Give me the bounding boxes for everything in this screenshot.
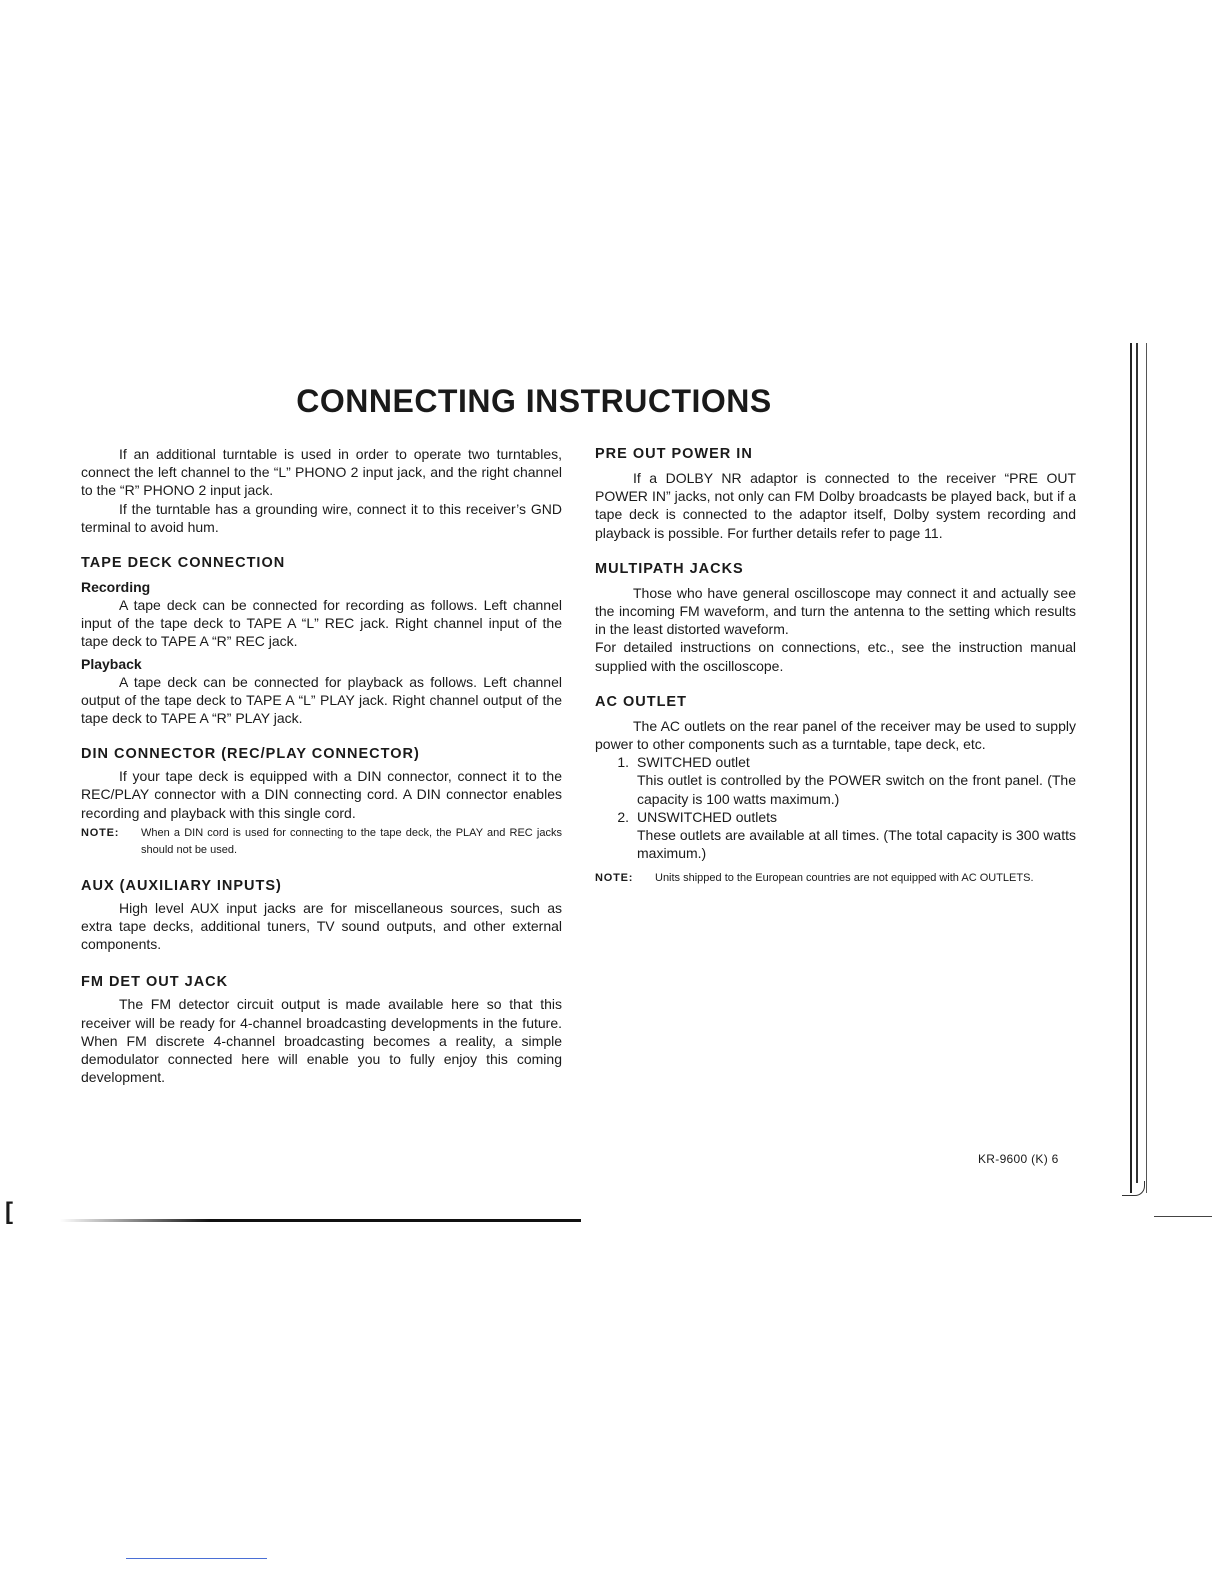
list-number: 2. — [617, 808, 629, 825]
section-heading-din: DIN CONNECTOR (REC/PLAY CONNECTOR) — [81, 746, 420, 763]
page-title: CONNECTING INSTRUCTIONS — [296, 383, 772, 419]
list-item — [595, 753, 1076, 808]
list-item-text: This outlet is controlled by the POWER switch on the front panel. (The capacity is 100 watts maximum.) — [637, 772, 1076, 807]
section-heading-fm-det: FM DET OUT JACK — [81, 974, 229, 991]
playback-paragraph: A tape deck can be connected for playback as follows. Left channel output of the tape deck to TAPE A “L” PLAY jack. Right channel output of the tape deck to TAPE A “R” PLAY jack. — [81, 673, 562, 727]
note-label: NOTE: — [595, 872, 634, 885]
din-paragraph: If your tape deck is equipped with a DIN connector, connect it to the REC/PLAY connector with a DIN connecting cord. A DIN connector enables recording and playback with this single cord. — [81, 768, 562, 821]
intro-paragraph: If an additional turntable is used in order to operate two turntables, connect the left channel to the “L” PHONO 2 input jack, and the right channel to the “R” PHONO 2 input jack. — [81, 446, 562, 499]
note-text: When a DIN cord is used for connecting to the tape deck, the PLAY and REC jacks should not be used. — [141, 826, 562, 856]
bottom-rule-fade — [60, 1219, 210, 1222]
pre-out-paragraph: If a DOLBY NR adaptor is connected to the receiver “PRE OUT POWER IN” jacks, not only can FM Dolby broadcasts be played back, but if a tape deck is connected to the adaptor itself, Dolby system recording and playback is possible. For further details refer to page 11. — [595, 470, 1076, 541]
fm-det-paragraph: The FM detector circuit output is made available here so that this receiver will be ready for 4-channel broadcasting developments in the future. When FM discrete 4-channel broadcasting becomes a reality, a simple demodulator connected here will enable you to fully enjoy this coming development. — [81, 996, 562, 1086]
ac-note — [595, 870, 1076, 887]
ac-paragraph: The AC outlets on the rear panel of the receiver may be used to supply power to other components such as a turntable, tape deck, etc. — [595, 717, 1076, 753]
right-column — [595, 445, 1076, 887]
note-label: NOTE: — [81, 826, 120, 839]
binding-edge — [1130, 343, 1147, 1193]
subheading-playback: Playback — [81, 655, 142, 672]
blue-rule — [126, 1558, 267, 1559]
section-heading-aux: AUX (AUXILIARY INPUTS) — [81, 877, 282, 894]
list-item-text: These outlets are available at all times. (The total capacity is 300 watts maximum.) — [637, 827, 1076, 862]
note-text: Units shipped to the European countries are not equipped with AC OUTLETS. — [655, 872, 1034, 885]
crop-mark-icon: [ — [5, 1198, 13, 1225]
section-heading-pre-out: PRE OUT POWER IN — [595, 446, 753, 462]
page-footer: KR-9600 (K) 6 — [978, 1152, 1059, 1166]
intro-paragraph: If the turntable has a grounding wire, connect it to this receiver’s GND terminal to avoid hum. — [81, 500, 562, 535]
list-item-title: SWITCHED outlet — [637, 754, 750, 771]
subheading-recording: Recording — [81, 579, 151, 596]
din-note — [81, 825, 562, 859]
aux-paragraph: High level AUX input jacks are for miscellaneous sources, such as extra tape decks, additional tuners, TV sound outputs, and other external components. — [81, 899, 562, 953]
recording-paragraph: A tape deck can be connected for recording as follows. Left channel input of the tape deck to TAPE A “L” REC jack. Right channel input of the tape deck to TAPE A “R” REC jack. — [81, 597, 562, 650]
multipath-paragraph: Those who have general oscilloscope may connect it and actually see the incoming FM waveform, and turn the antenna to the setting which results in the least distorted waveform. — [595, 584, 1076, 638]
multipath-paragraph: For detailed instructions on connections, etc., see the instruction manual supplied with the oscilloscope. — [595, 639, 1076, 674]
list-item — [595, 808, 1076, 863]
list-item-title: UNSWITCHED outlets — [637, 808, 778, 825]
list-number: 1. — [617, 754, 629, 771]
section-heading-multipath: MULTIPATH JACKS — [595, 560, 744, 577]
left-column — [81, 445, 562, 1086]
section-heading-tape-deck: TAPE DECK CONNECTION — [81, 555, 286, 572]
section-heading-ac-outlet: AC OUTLET — [595, 693, 687, 710]
right-rule — [1154, 1216, 1212, 1217]
